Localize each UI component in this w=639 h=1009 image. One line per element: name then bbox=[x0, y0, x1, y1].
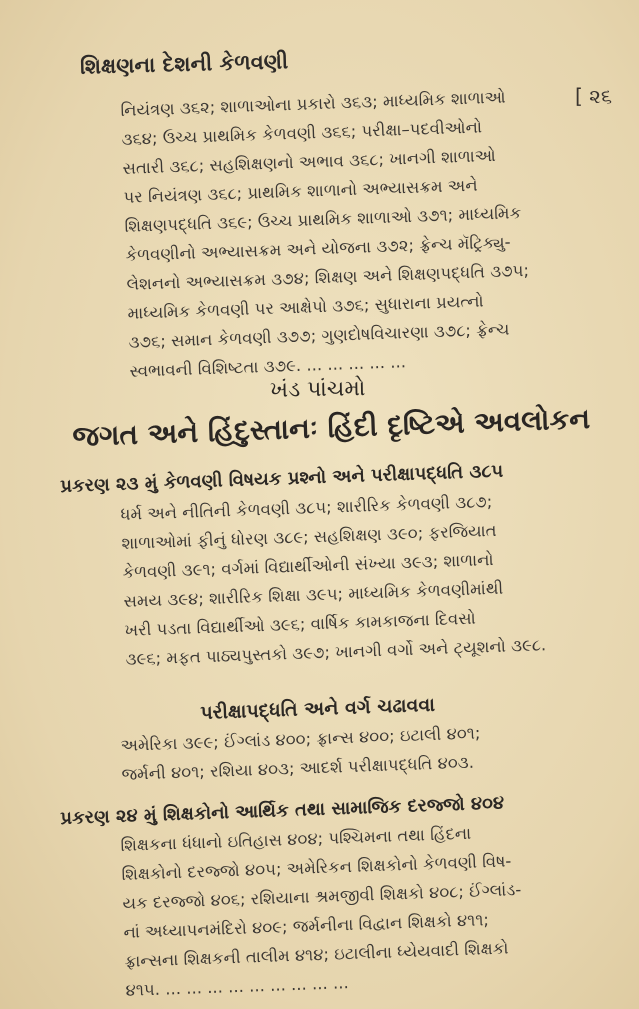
exam-subheading: પરીક્ષાપદ્ધતિ અને વર્ગ ચઢાવવા bbox=[200, 693, 436, 724]
toc-line: ખરી પડતા વિદ્યાર્થીઓ ૩૯૬; વાર્ષિક કામકાજના દિવસો bbox=[124, 608, 477, 640]
toc-block-3 bbox=[120, 716, 542, 789]
toc-line: કેળવણીનો અભ્યાસક્રમ અને યોજના ૩૭૨; ફ્રેન્ચ મૅટ્રિક્યુ- bbox=[125, 232, 511, 265]
chapter-23-heading: પ્રકરણ ૨૩ મું કેળવણી વિષયક પ્રશ્નો અને પરીક્ષાપદ્ધતિ ૩૮૫ bbox=[60, 460, 504, 497]
toc-line: પર નિયંત્રણ ૩૬૮; પ્રાથમિક શાળાનો અભ્યાસક્રમ અને bbox=[123, 175, 478, 207]
toc-line: શાળાઓમાં ફીનું ધોરણ ૩૮૯; સહશિક્ષણ ૩૯૦; ફરજિયાત bbox=[121, 520, 497, 553]
chapter-24-heading: પ્રકરણ ૨૪ મું શિક્ષકોનો આર્થિક તથા સામાજિક દરજ્જો ૪૦૪ bbox=[60, 792, 505, 829]
toc-line: નાં અધ્યાપનમંદિરો ૪૦૯; જર્મનીના વિદ્વાન શિક્ષકો ૪૧૧; bbox=[123, 910, 490, 942]
toc-line: ૩૭૬; સમાન કેળવણી ૩૭૭; ગુણદોષવિચારણા ૩૭૮; ફ્રેન્ચ bbox=[128, 319, 510, 352]
toc-line: માધ્યમિક કેળવણી પર આક્ષેપો ૩૭૬; સુધારાના પ્રયત્નો bbox=[127, 291, 484, 323]
toc-block-4 bbox=[120, 816, 546, 1005]
toc-line: શિક્ષકોનો દરજ્જો ૪૦૫; અમેરિકન શિક્ષકોનો કેળવણી વિષ- bbox=[121, 851, 512, 884]
toc-line: ફ્રાન્સના શિક્ષકની તાલીમ ૪૧૪; ઇટાલીના ધ્યેયવાદી શિક્ષકો bbox=[124, 938, 509, 971]
toc-block-1 bbox=[120, 81, 550, 385]
toc-block-2 bbox=[120, 485, 546, 674]
toc-line: ૩૯૬; મફત પાઠ્યપુસ્તકો ૩૯૭; ખાનગી વર્ગો અને ટ્યૂશનો ૩૯૮. bbox=[125, 635, 547, 669]
toc-line: શિક્ષકના ધંધાનો ઇતિહાસ ૪૦૪; પશ્ચિમના તથા હિંદના bbox=[120, 823, 472, 855]
toc-line: જર્મની ૪૦૧; રશિયા ૪૦૩; આદર્શ પરીક્ષાપદ્ધતિ ૪૦૩. bbox=[121, 752, 475, 784]
toc-line: કેળવણી ૩૯૧; વર્ગમાં વિદ્યાર્થીઓની સંખ્યા ૩૯૩; શાળાનો bbox=[122, 550, 494, 582]
running-head: શિક્ષણના દેશની કેળવણી bbox=[79, 49, 289, 79]
toc-line: સ્વભાવની વિશિષ્ટતા ૩૭૯. ... ... ... ... ... bbox=[129, 352, 407, 381]
page-number: [ ૨૬ bbox=[575, 84, 613, 108]
toc-line: શિક્ષણપદ્ધતિ ૩૬૯; ઉચ્ચ પ્રાથમિક શાળાઓ ૩૭૧; માધ્યમિક bbox=[124, 203, 522, 236]
toc-line: ૪૧૫. ... ... ... ... ... ... ... ... ... bbox=[125, 973, 349, 1000]
toc-line: યક દરજ્જો ૪૦૬; રશિયાના શ્રમજીવી શિક્ષકો ૪૦૮; ઈંગ્લાંડ- bbox=[122, 880, 522, 913]
toc-line: સતારી ૩૬૮; સહશિક્ષણનો અભાવ ૩૬૮; ખાનગી શાળાઓ bbox=[122, 145, 497, 178]
toc-line: ધર્મ અને નીતિની કેળવણી ૩૮૫; શારીરિક કેળવણી ૩૮૭; bbox=[120, 492, 493, 524]
toc-line: સમય ૩૯૪; શારીરિક શિક્ષા ૩૯૫; માધ્યમિક કેળવણીમાંથી bbox=[123, 578, 504, 611]
toc-line: નિયંત્રણ ૩૬૨; શાળાઓના પ્રકારો ૩૬૩; માધ્યમિક શાળાઓ bbox=[120, 87, 506, 120]
section-title: ખંડ પાંચમો bbox=[269, 376, 366, 403]
main-heading: જગત અને હિંદુસ્તાનઃ હિંદી દૃષ્ટિએ અવલોકન bbox=[72, 401, 591, 453]
toc-line: અમેરિકા ૩૯૯; ઈંગ્લાંડ ૪૦૦; ફ્રાન્સ ૪૦૦; ઇટાલી ૪૦૧; bbox=[120, 723, 481, 755]
toc-line: લેશનનો અભ્યાસક્રમ ૩૭૪; શિક્ષણ અને શિક્ષણપદ્ધતિ ૩૭૫; bbox=[126, 260, 530, 294]
toc-line: ૩૬૪; ઉચ્ચ પ્રાથમિક કેળવણી ૩૬૬; પરીક્ષા–પદવીઓનો bbox=[121, 117, 483, 149]
